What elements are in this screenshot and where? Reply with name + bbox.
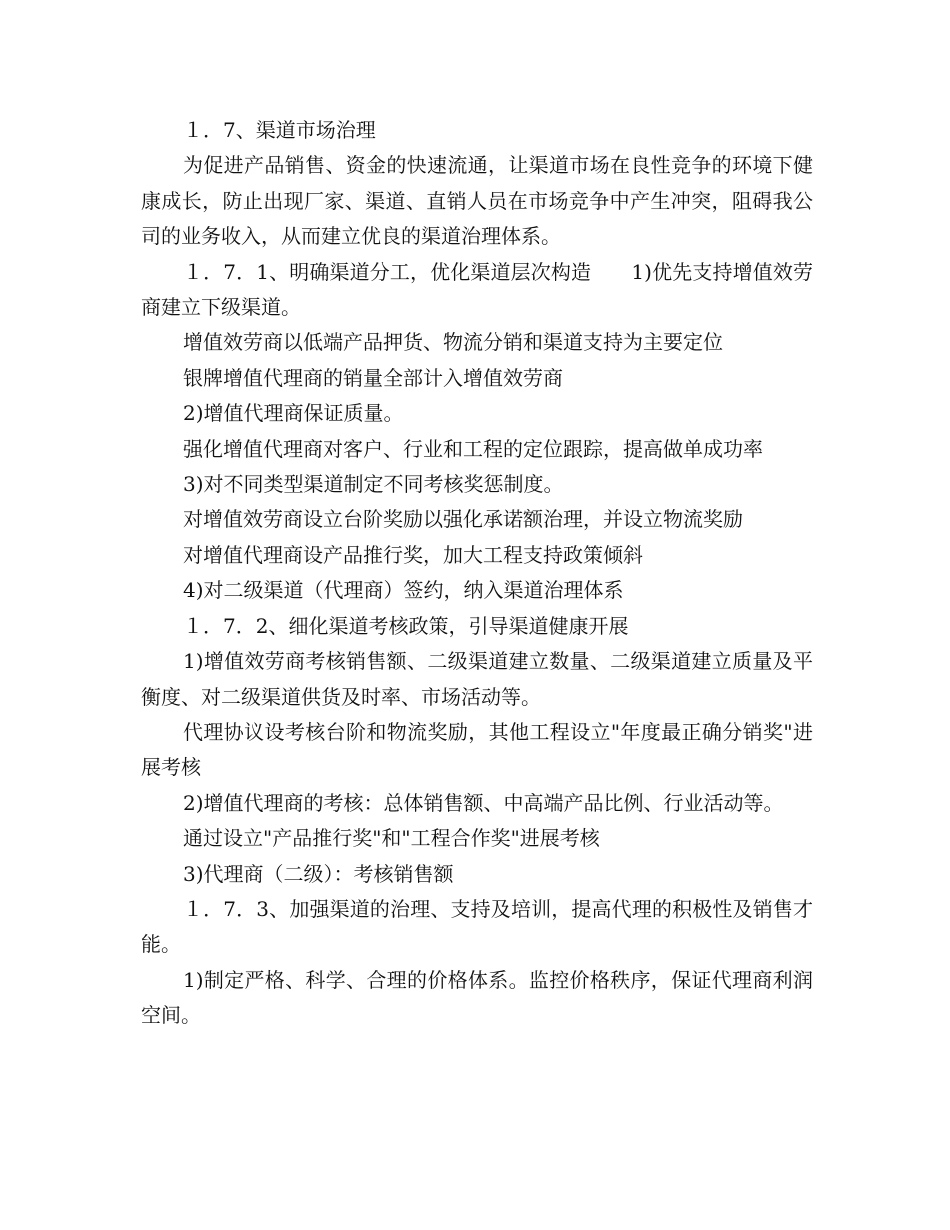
paragraph: 强化增值代理商对客户、行业和工程的定位跟踪，提高做单成功率 [183,436,763,461]
section-heading-1-7-3: １．7．3、加强渠道的治理、支持及培训，提高代理的积极性及销售才能。 [141,896,813,957]
section-heading-1-7: １．7、渠道市场治理 [183,118,376,142]
paragraph: 对增值效劳商设立台阶奖励以强化承诺额治理，并设立物流奖励 [183,507,743,532]
list-item: 1)制定严格、科学、合理的价格体系。监控价格秩序，保证代理商利润空间。 [141,967,813,1028]
document-body [141,113,813,1034]
paragraph: 增值效劳商以低端产品押货、物流分销和渠道支持为主要定位 [183,330,723,355]
list-item: 1)增值效劳商考核销售额、二级渠道建立数量、二级渠道建立质量及平衡度、对二级渠道供货及时率、市场活动等。 [141,649,813,709]
paragraph: 代理协议设考核台阶和物流奖励，其他工程设立"年度最正确分销奖"进展考核 [141,719,813,780]
section-heading-1-7-1: １．7．1、明确渠道分工，优化渠道层次构造 1)优先支持增值效劳商建立下级渠道。 [141,259,813,320]
paragraph: 通过设立"产品推行奖"和"工程合作奖"进展考核 [183,826,600,851]
paragraph: 银牌增值代理商的销量全部计入增值效劳商 [183,365,563,390]
list-item: 2)增值代理商的考核：总体销售额、中高端产品比例、行业活动等。 [183,790,784,815]
paragraph: 对增值代理商设产品推行奖，加大工程支持政策倾斜 [183,542,643,567]
list-item: 4)对二级渠道（代理商）签约，纳入渠道治理体系 [183,578,624,603]
list-item: 3)代理商（二级）：考核销售额 [183,861,454,886]
list-item: 3)对不同类型渠道制定不同考核奖惩制度。 [183,472,564,497]
section-heading-1-7-2: １．7．2、细化渠道考核政策，引导渠道健康开展 [183,613,629,638]
list-item: 2)增值代理商保证质量。 [183,401,404,426]
paragraph-intro: 为促进产品销售、资金的快速流通，让渠道市场在良性竞争的环境下健康成长，防止出现厂家、渠道、直销人员在市场竞争中产生冲突，阻碍我公司的业务收入，从而建立优良的渠道治理体系。 [141,153,813,249]
